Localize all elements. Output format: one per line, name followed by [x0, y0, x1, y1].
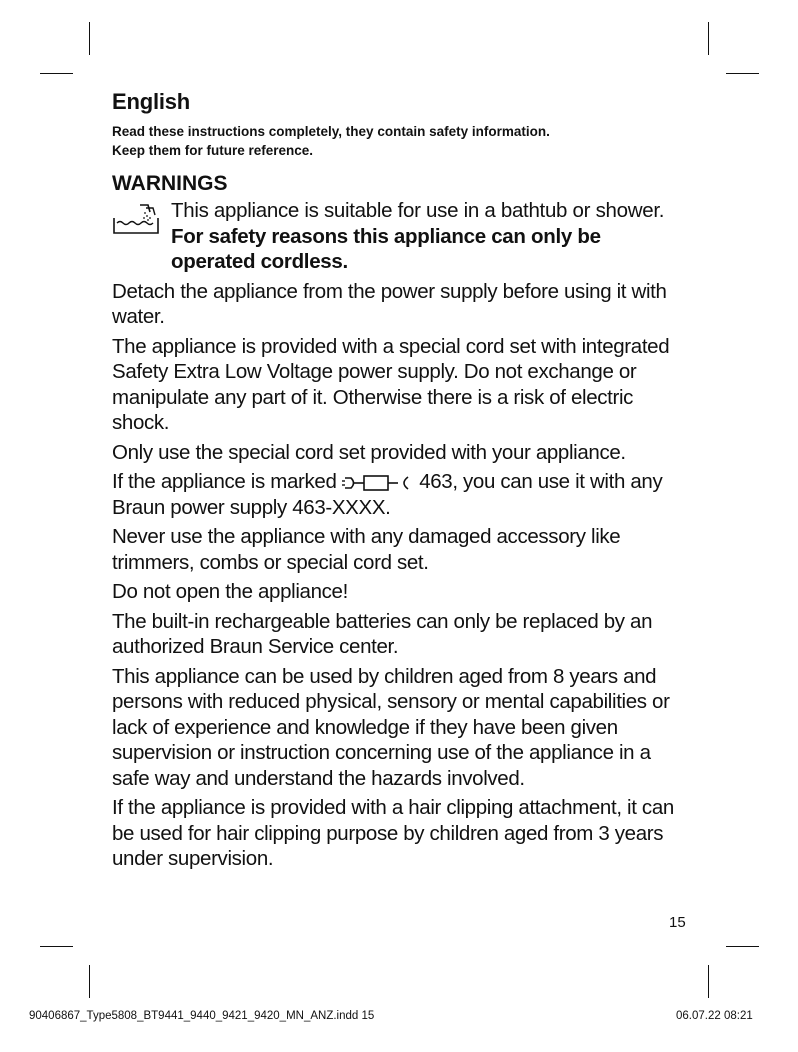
crop-mark-top-left-h: [40, 73, 73, 74]
bath-warning: [112, 198, 687, 275]
power-supply-text-before: If the appliance is marked: [112, 470, 342, 493]
warning-cord-set: The appliance is provided with a special cord set with integrated Safety Extra Low Voltage power supply. Do not exchange or manipulate any part of it. Otherwise there is a risk of electric shock.: [112, 334, 670, 434]
warning-do-not-open: Do not open the appliance!: [112, 580, 348, 603]
crop-mark-top-left: [89, 22, 90, 55]
language-heading: English: [112, 89, 191, 114]
bath-warning-bold: For safety reasons this appliance can only be operated cordless.: [171, 224, 601, 273]
bathtub-shower-icon: [112, 202, 160, 236]
crop-mark-bottom-right-h: [726, 946, 759, 947]
warnings-heading: WARNINGS: [112, 172, 228, 195]
warning-only-special-cord: Only use the special cord set provided with your appliance.: [112, 440, 626, 464]
bath-warning-text: This appliance is suitable for use in a bathtub or shower.: [171, 199, 665, 222]
crop-mark-bottom-right: [708, 965, 709, 998]
warning-hair-clipping: If the appliance is provided with a hair clipping attachment, it can be used for hair clipping purpose by children aged from 3 years under supervision.: [112, 796, 674, 870]
manual-content: [112, 88, 687, 872]
power-supply-text-after: 463, you can use it with any Braun power supply 463-XXXX.: [112, 470, 663, 519]
warning-detach: Detach the appliance from the power supply before using it with water.: [112, 279, 667, 328]
intro-note: [112, 122, 687, 160]
intro-line-2: Keep them for future reference.: [112, 143, 314, 158]
footer-file-name: 90406867_Type5808_BT9441_9440_9421_9420_MN_ANZ.indd 15: [29, 1010, 375, 1022]
intro-line-1: Read these instructions completely, they contain safety information.: [112, 124, 550, 139]
warning-damaged-accessory: Never use the appliance with any damaged accessory like trimmers, combs or special cord set.: [112, 525, 621, 574]
warning-power-supply: [112, 469, 687, 520]
footer-date: 06.07.22 08:21: [676, 1010, 753, 1022]
crop-mark-top-right-h: [726, 73, 759, 74]
crop-mark-bottom-left-h: [40, 946, 73, 947]
crop-mark-bottom-left: [89, 965, 90, 998]
page-number: 15: [669, 914, 686, 931]
warning-children-8-years: This appliance can be used by children aged from 8 years and persons with reduced physical, sensory or mental capabilities or lack of experience and knowledge if they have been given supervision or instruction concerning use of the appliance in a safe way and understand the hazards involved.: [112, 664, 670, 790]
warning-batteries: The built-in rechargeable batteries can only be replaced by an authorized Braun Service center.: [112, 609, 653, 658]
power-supply-plug-icon: [342, 474, 414, 492]
crop-mark-top-right: [708, 22, 709, 55]
